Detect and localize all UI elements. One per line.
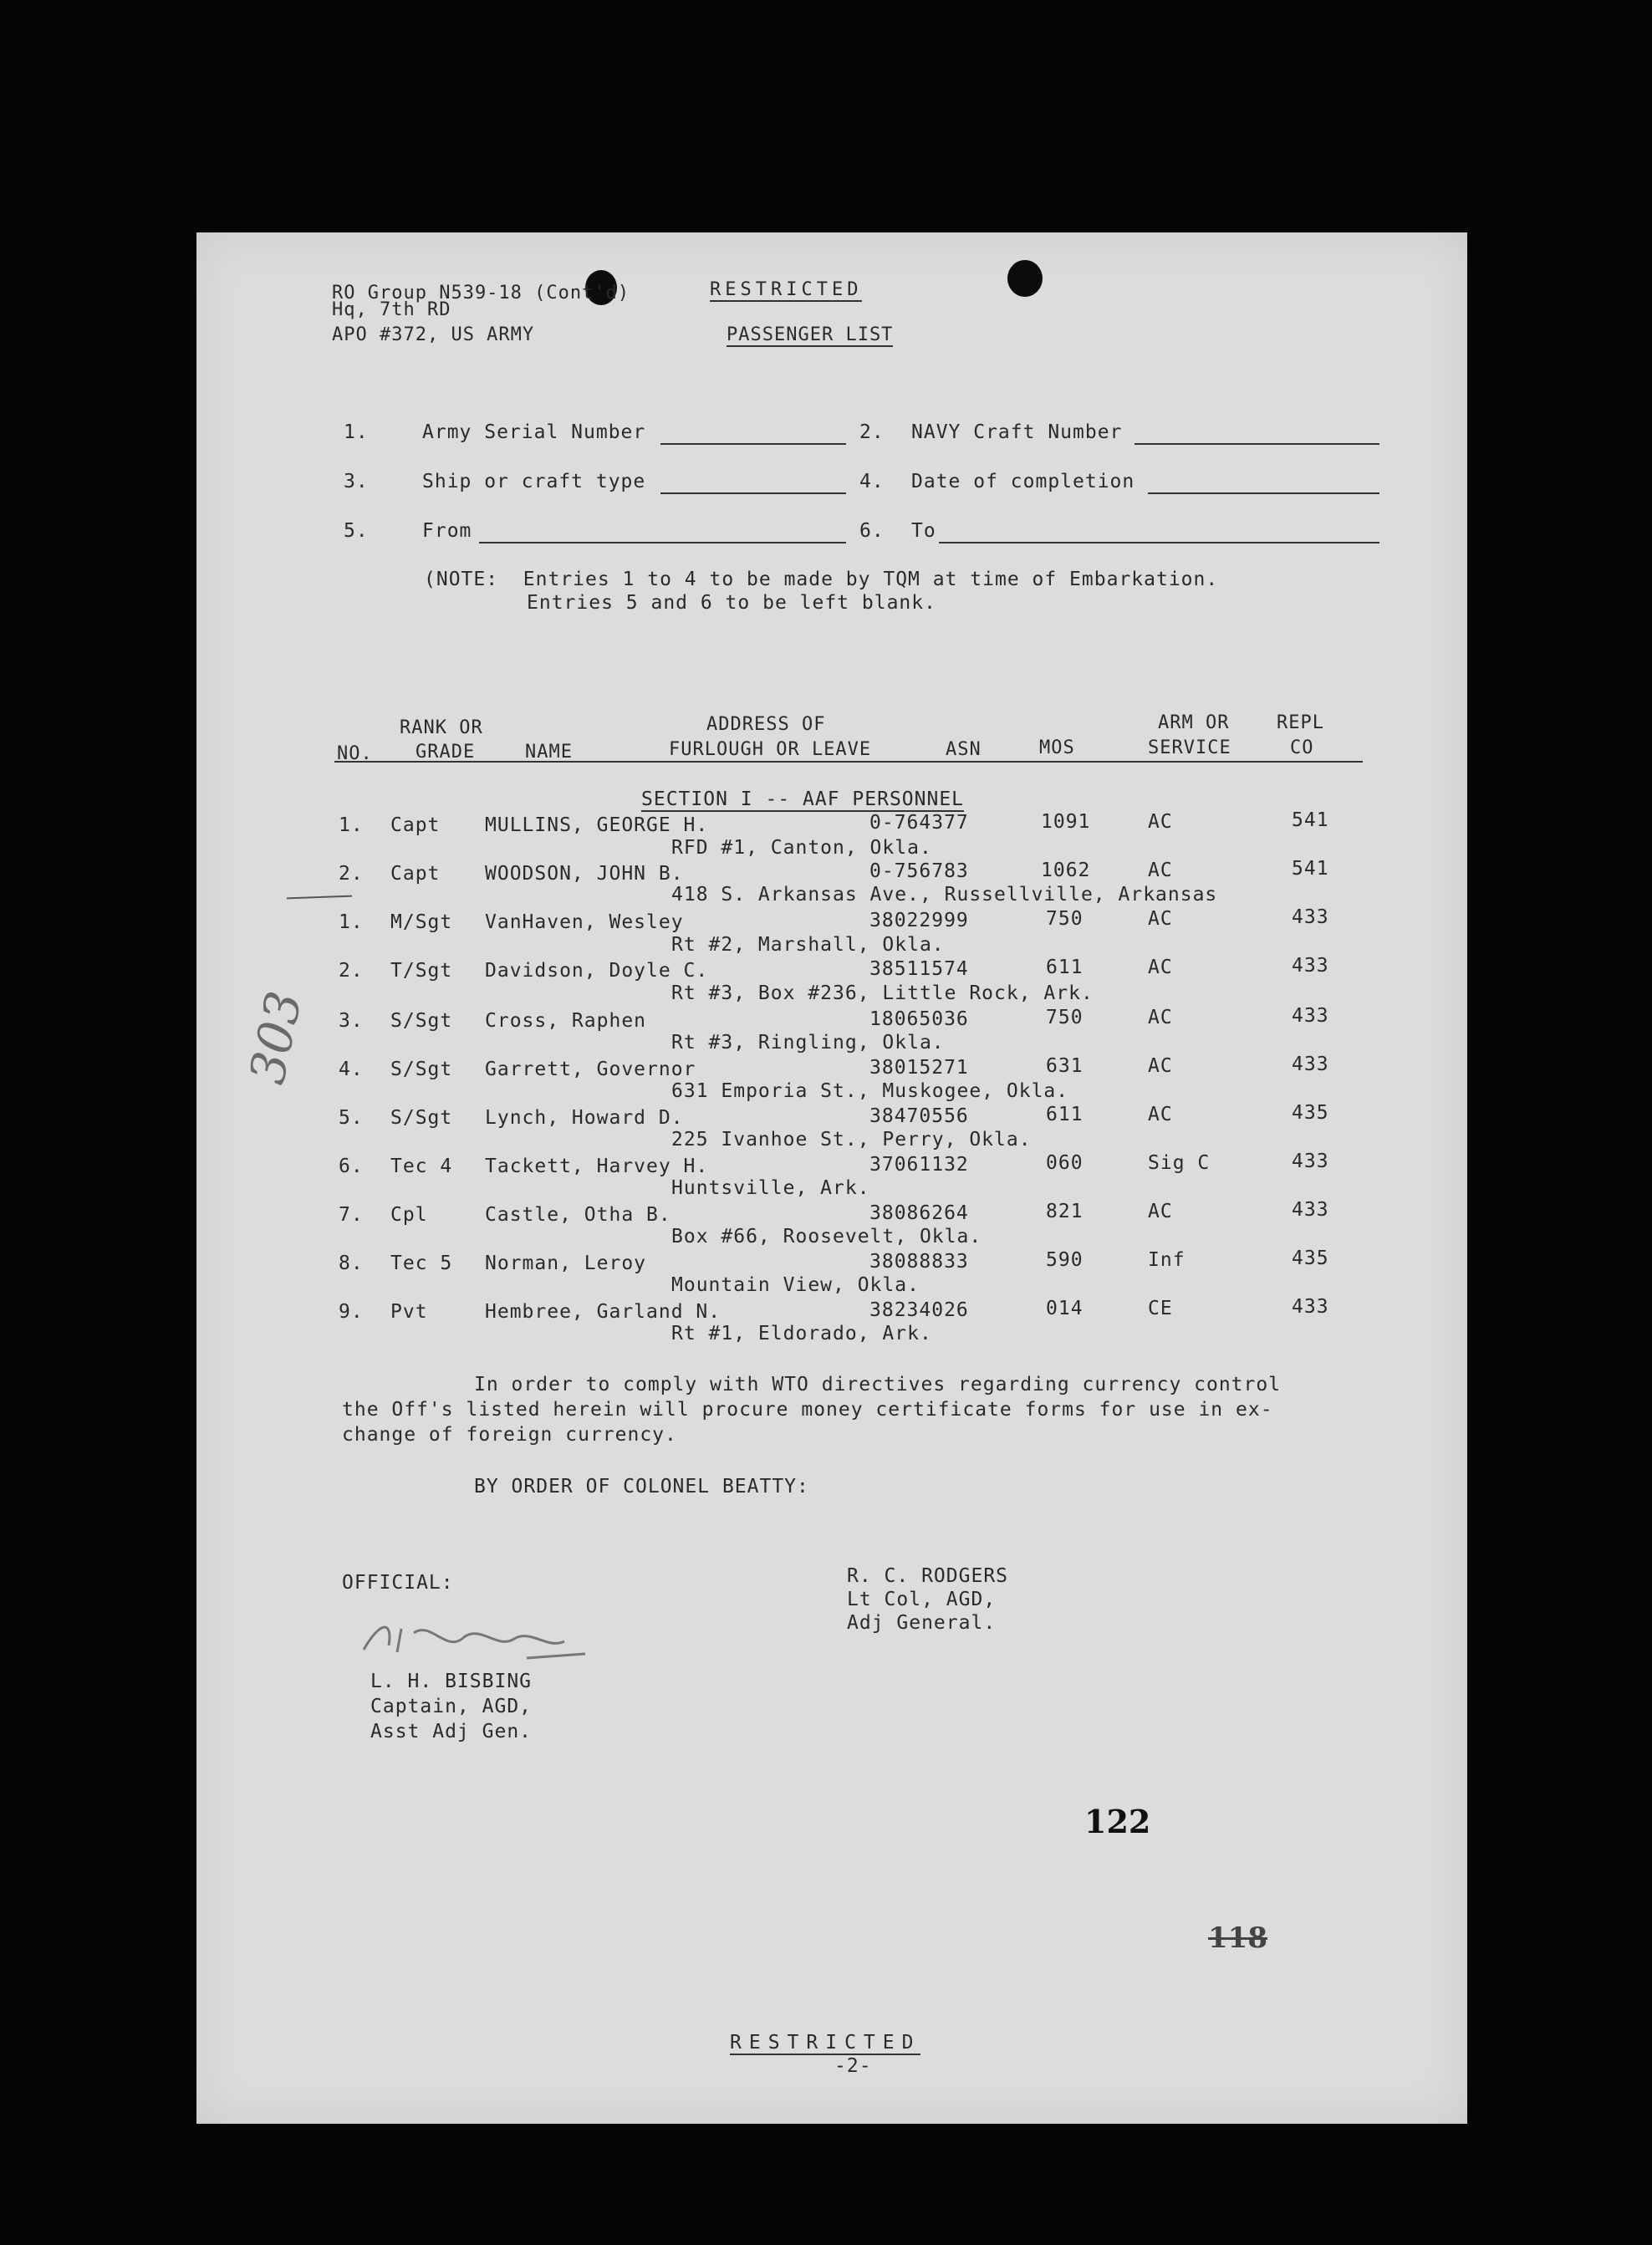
row-10-co: 435 <box>1292 1248 1329 1269</box>
row-9-rank: Cpl <box>390 1204 428 1226</box>
signatory-title1: Lt Col, AGD, <box>847 1589 997 1610</box>
field-blank-from[interactable] <box>479 542 846 543</box>
row-4-rank: T/Sgt <box>390 960 453 982</box>
page-stamp: 122 <box>1084 1803 1151 1840</box>
note-line2: Entries 5 and 6 to be left blank. <box>527 592 936 614</box>
row-10-no: 8. <box>339 1253 364 1274</box>
row-5-no: 3. <box>339 1010 364 1032</box>
row-1-co: 541 <box>1292 809 1329 831</box>
row-9-mos: 821 <box>1046 1201 1083 1222</box>
row-8-name: Tackett, Harvey H. <box>485 1156 709 1177</box>
row-6-arm: AC <box>1148 1055 1173 1077</box>
header-line2: Hq, 7th RD <box>332 299 451 320</box>
row-8-mos: 060 <box>1046 1152 1083 1174</box>
row-2-mos: 1062 <box>1041 860 1091 881</box>
row-7-address: 225 Ivanhoe St., Perry, Okla. <box>671 1129 1032 1151</box>
col-arm-line2: SERVICE <box>1148 737 1231 758</box>
section-title: SECTION I -- AAF PERSONNEL <box>641 788 965 810</box>
field-num-4: 4. <box>859 471 885 492</box>
row-5-asn: 18065036 <box>869 1008 969 1030</box>
classification-top: RESTRICTED <box>710 279 863 300</box>
row-3-arm: AC <box>1148 908 1173 930</box>
row-7-arm: AC <box>1148 1104 1173 1125</box>
header-line3: APO #372, US ARMY <box>332 324 535 345</box>
note-line1: (NOTE: Entries 1 to 4 to be made by TQM at time of Embarkation. <box>424 569 1219 590</box>
page-number: -2- <box>834 2055 872 2077</box>
row-10-name: Norman, Leroy <box>485 1253 647 1274</box>
row-9-co: 433 <box>1292 1199 1329 1221</box>
row-4-name: Davidson, Doyle C. <box>485 960 709 982</box>
row-3-asn: 38022999 <box>869 910 969 931</box>
row-6-rank: S/Sgt <box>390 1059 453 1080</box>
row-11-rank: Pvt <box>390 1301 428 1323</box>
row-3-mos: 750 <box>1046 908 1083 930</box>
col-rank-line1: RANK OR <box>400 717 483 738</box>
pencil-mark <box>287 895 352 900</box>
row-11-name: Hembree, Garland N. <box>485 1301 721 1323</box>
col-name: NAME <box>525 742 573 763</box>
row-11-mos: 014 <box>1046 1298 1083 1319</box>
official-name: L. H. BISBING <box>370 1671 533 1692</box>
field-label-to: To <box>911 520 936 542</box>
field-blank-army-serial[interactable] <box>660 443 846 445</box>
row-1-arm: AC <box>1148 811 1173 833</box>
row-6-no: 4. <box>339 1059 364 1080</box>
col-address-line1: ADDRESS OF <box>706 714 826 735</box>
field-blank-date-completion[interactable] <box>1148 492 1379 494</box>
row-6-mos: 631 <box>1046 1055 1083 1077</box>
row-2-address: 418 S. Arkansas Ave., Russellville, Arkansas <box>671 884 1218 906</box>
row-5-arm: AC <box>1148 1007 1173 1028</box>
row-7-co: 435 <box>1292 1102 1329 1124</box>
row-2-arm: AC <box>1148 860 1173 881</box>
signatory-name: R. C. RODGERS <box>847 1565 1009 1587</box>
signatory-title2: Adj General. <box>847 1612 997 1634</box>
row-5-name: Cross, Raphen <box>485 1010 647 1032</box>
row-11-asn: 38234026 <box>869 1299 969 1321</box>
row-7-mos: 611 <box>1046 1104 1083 1125</box>
classification-bottom: RESTRICTED <box>730 2032 921 2054</box>
col-mos: MOS <box>1039 737 1075 758</box>
row-9-name: Castle, Otha B. <box>485 1204 671 1226</box>
col-asn: ASN <box>946 739 982 760</box>
field-blank-navy-craft[interactable] <box>1134 443 1379 445</box>
col-repl-line2: CO <box>1290 737 1314 758</box>
official-label: OFFICIAL: <box>342 1572 454 1594</box>
document-page <box>196 232 1467 2124</box>
row-4-address: Rt #3, Box #236, Little Rock, Ark. <box>671 982 1094 1004</box>
field-blank-ship-type[interactable] <box>660 492 846 494</box>
paragraph-line1: In order to comply with WTO directives regarding currency control <box>474 1374 1282 1395</box>
row-7-rank: S/Sgt <box>390 1107 453 1129</box>
row-3-rank: M/Sgt <box>390 911 453 933</box>
official-title1: Captain, AGD, <box>370 1696 533 1717</box>
row-1-asn: 0-764377 <box>869 812 969 834</box>
order-line: BY ORDER OF COLONEL BEATTY: <box>474 1476 809 1498</box>
row-3-co: 433 <box>1292 906 1329 928</box>
row-11-no: 9. <box>339 1301 364 1323</box>
row-2-asn: 0-756783 <box>869 860 969 882</box>
row-9-address: Box #66, Roosevelt, Okla. <box>671 1226 982 1248</box>
row-4-co: 433 <box>1292 955 1329 977</box>
row-8-address: Huntsville, Ark. <box>671 1177 870 1199</box>
row-5-address: Rt #3, Ringling, Okla. <box>671 1032 945 1054</box>
row-11-address: Rt #1, Eldorado, Ark. <box>671 1323 932 1344</box>
row-1-no: 1. <box>339 814 364 836</box>
row-8-rank: Tec 4 <box>390 1156 453 1177</box>
row-2-co: 541 <box>1292 858 1329 880</box>
row-1-address: RFD #1, Canton, Okla. <box>671 837 932 859</box>
row-1-mos: 1091 <box>1041 811 1091 833</box>
row-10-arm: Inf <box>1148 1249 1185 1271</box>
row-2-no: 2. <box>339 863 364 885</box>
col-rank-line2: GRADE <box>416 742 476 763</box>
col-no: NO. <box>337 743 373 764</box>
field-num-1: 1. <box>344 421 369 443</box>
row-11-arm: CE <box>1148 1298 1173 1319</box>
row-6-address: 631 Emporia St., Muskogee, Okla. <box>671 1080 1069 1102</box>
row-10-rank: Tec 5 <box>390 1253 453 1274</box>
row-1-rank: Capt <box>390 814 441 836</box>
row-4-asn: 38511574 <box>869 958 969 980</box>
row-6-co: 433 <box>1292 1054 1329 1075</box>
row-10-asn: 38088833 <box>869 1251 969 1273</box>
row-10-mos: 590 <box>1046 1249 1083 1271</box>
row-10-address: Mountain View, Okla. <box>671 1274 920 1296</box>
col-arm-line1: ARM OR <box>1158 712 1230 733</box>
field-num-3: 3. <box>344 471 369 492</box>
field-num-5: 5. <box>344 520 369 542</box>
row-3-name: VanHaven, Wesley <box>485 911 684 933</box>
col-address-line2: FURLOUGH OR LEAVE <box>669 739 872 760</box>
row-5-mos: 750 <box>1046 1007 1083 1028</box>
row-2-name: WOODSON, JOHN B. <box>485 863 684 885</box>
row-5-co: 433 <box>1292 1005 1329 1027</box>
row-9-arm: AC <box>1148 1201 1173 1222</box>
row-7-name: Lynch, Howard D. <box>485 1107 684 1129</box>
row-3-no: 1. <box>339 911 364 933</box>
row-2-rank: Capt <box>390 863 441 885</box>
paragraph-line3: change of foreign currency. <box>342 1424 677 1446</box>
paragraph-line2: the Off's listed herein will procure money certificate forms for use in ex- <box>342 1399 1273 1421</box>
page-stamp-struck: 118 <box>1208 1921 1267 1955</box>
row-1-name: MULLINS, GEORGE H. <box>485 814 709 836</box>
row-4-arm: AC <box>1148 957 1173 978</box>
punch-hole-right <box>1007 260 1043 297</box>
field-num-6: 6. <box>859 520 885 542</box>
row-3-address: Rt #2, Marshall, Okla. <box>671 934 945 956</box>
row-6-name: Garrett, Governor <box>485 1059 696 1080</box>
field-label-date-completion: Date of completion <box>911 471 1135 492</box>
row-8-asn: 37061132 <box>869 1154 969 1176</box>
col-repl-line1: REPL <box>1277 712 1324 733</box>
row-8-arm: Sig C <box>1148 1152 1211 1174</box>
header-line1: RO Group N539-18 (Cont'd) <box>332 283 630 304</box>
row-9-no: 7. <box>339 1204 364 1226</box>
field-label-army-serial: Army Serial Number <box>422 421 646 443</box>
row-9-asn: 38086264 <box>869 1202 969 1224</box>
header-rule <box>334 761 1363 763</box>
field-num-2: 2. <box>859 421 885 443</box>
field-blank-to[interactable] <box>939 542 1379 543</box>
field-label-navy-craft: NAVY Craft Number <box>911 421 1123 443</box>
handwritten-signature <box>355 1604 606 1671</box>
row-8-no: 6. <box>339 1156 364 1177</box>
list-title: PASSENGER LIST <box>727 324 894 345</box>
row-4-mos: 611 <box>1046 957 1083 978</box>
official-title2: Asst Adj Gen. <box>370 1721 533 1742</box>
row-6-asn: 38015271 <box>869 1057 969 1079</box>
field-label-from: From <box>422 520 472 542</box>
row-8-co: 433 <box>1292 1151 1329 1172</box>
row-7-no: 5. <box>339 1107 364 1129</box>
row-4-no: 2. <box>339 960 364 982</box>
margin-note: 303 <box>238 986 314 1089</box>
row-11-co: 433 <box>1292 1296 1329 1318</box>
row-5-rank: S/Sgt <box>390 1010 453 1032</box>
field-label-ship-type: Ship or craft type <box>422 471 646 492</box>
row-7-asn: 38470556 <box>869 1105 969 1127</box>
